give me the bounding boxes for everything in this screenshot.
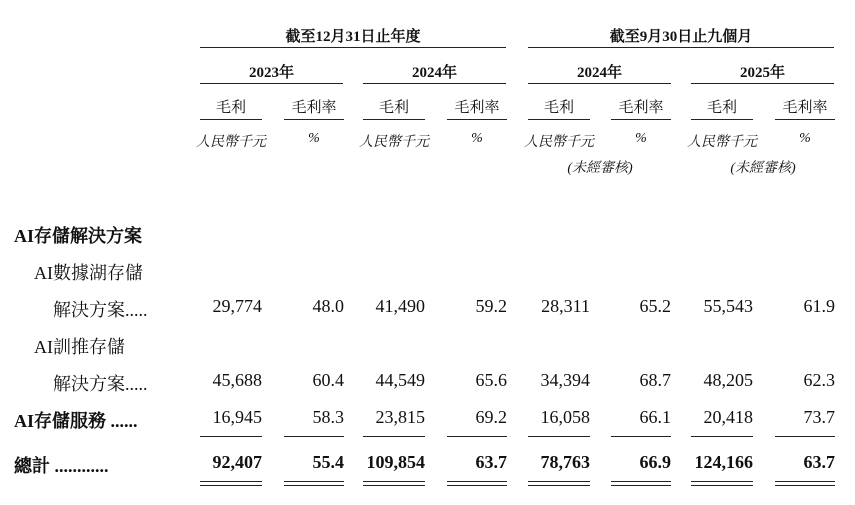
cell-datalake-gp-2025-9m: 55,543 [703,296,753,316]
col-gross-margin-3: 毛利率 [618,100,664,116]
unaudited-note-2: (未經審核) [730,161,796,176]
cell-total-gp-2025-9m: 124,166 [694,452,753,472]
cell-services-gm-2023: 58.3 [312,407,344,427]
total-topline-8 [775,436,835,437]
sub-underline-1 [200,119,262,120]
cell-services-gm-2025-9m: 73.7 [803,407,835,427]
total-topline-2 [284,436,344,437]
cell-total-gm-2024-9m: 66.9 [639,452,671,472]
sub-underline-3 [363,119,425,120]
row-label-datalake-2: 解決方案..... [53,300,148,320]
row-label-datalake-1: AI數據湖存儲 [34,263,143,283]
total-doubleline-7 [691,481,753,486]
total-doubleline-1 [200,481,262,486]
sub-underline-2 [284,119,344,120]
cell-total-gm-2024: 63.7 [475,452,507,472]
total-topline-1 [200,436,262,437]
unit-pct-3: % [635,131,647,146]
unit-rmb-1: 人民幣千元 [196,135,266,150]
cell-training-gp-2025-9m: 48,205 [703,370,753,390]
cell-datalake-gm-2023: 48.0 [312,296,344,316]
unit-rmb-4: 人民幣千元 [687,135,757,150]
cell-datalake-gp-2024: 41,490 [375,296,425,316]
year-2024-b: 2024年 [576,65,622,81]
row-label-services: AI存儲服務 ...... [14,411,138,431]
total-doubleline-2 [284,481,344,486]
col-gross-margin-2: 毛利率 [454,100,500,116]
unit-rmb-3: 人民幣千元 [524,135,594,150]
row-label-total: 總計 ............ [14,456,109,476]
unit-pct-1: % [308,131,320,146]
cell-datalake-gm-2024-9m: 65.2 [639,296,671,316]
year-2024-b-underline [528,83,671,84]
total-topline-6 [611,436,671,437]
section-ai-storage-solutions: AI存儲解決方案 [14,226,143,246]
cell-total-gp-2024-9m: 78,763 [540,452,590,472]
row-label-training-2: 解決方案..... [53,374,148,394]
cell-services-gm-2024: 69.2 [475,407,507,427]
cell-training-gm-2025-9m: 62.3 [803,370,835,390]
header-group1-underline [200,47,506,48]
row-label-training-1: AI訓推存儲 [34,337,125,357]
unit-rmb-2: 人民幣千元 [359,135,429,150]
cell-total-gp-2023: 92,407 [212,452,262,472]
year-2025-underline [691,83,834,84]
cell-services-gp-2025-9m: 20,418 [703,407,753,427]
year-2024-a-underline [363,83,506,84]
total-topline-3 [363,436,425,437]
cell-training-gp-2024: 44,549 [375,370,425,390]
cell-training-gm-2024: 65.6 [475,370,507,390]
cell-total-gm-2023: 55.4 [312,452,344,472]
header-group-year-ended: 截至12月31日止年度 [285,29,421,45]
cell-services-gp-2024: 23,815 [375,407,425,427]
cell-total-gm-2025-9m: 63.7 [803,452,835,472]
total-doubleline-4 [447,481,507,486]
year-2024-a: 2024年 [411,65,457,81]
total-doubleline-6 [611,481,671,486]
col-gross-margin-4: 毛利率 [782,100,828,116]
header-group2-underline [528,47,834,48]
year-2025: 2025年 [739,65,785,81]
sub-underline-5 [528,119,590,120]
total-topline-4 [447,436,507,437]
year-2023: 2023年 [248,65,294,81]
total-topline-5 [528,436,590,437]
unit-pct-2: % [471,131,483,146]
sub-underline-8 [775,119,835,120]
cell-datalake-gp-2023: 29,774 [212,296,262,316]
header-group-nine-months: 截至9月30日止九個月 [609,29,753,45]
cell-datalake-gp-2024-9m: 28,311 [541,296,590,316]
cell-total-gp-2024: 109,854 [366,452,425,472]
unaudited-note-1: (未經審核) [567,161,633,176]
cell-training-gp-2024-9m: 34,394 [540,370,590,390]
total-doubleline-5 [528,481,590,486]
total-topline-7 [691,436,753,437]
total-doubleline-8 [775,481,835,486]
cell-services-gm-2024-9m: 66.1 [639,407,671,427]
cell-training-gm-2024-9m: 68.7 [639,370,671,390]
cell-training-gm-2023: 60.4 [312,370,344,390]
total-doubleline-3 [363,481,425,486]
col-gross-profit-1: 毛利 [215,100,246,116]
cell-services-gp-2024-9m: 16,058 [540,407,590,427]
unit-pct-4: % [799,131,811,146]
year-2023-underline [200,83,343,84]
col-gross-profit-4: 毛利 [706,100,737,116]
sub-underline-7 [691,119,753,120]
cell-training-gp-2023: 45,688 [212,370,262,390]
col-gross-profit-2: 毛利 [378,100,409,116]
sub-underline-4 [447,119,507,120]
col-gross-margin-1: 毛利率 [291,100,337,116]
sub-underline-6 [611,119,671,120]
col-gross-profit-3: 毛利 [543,100,574,116]
cell-datalake-gm-2024: 59.2 [475,296,507,316]
cell-datalake-gm-2025-9m: 61.9 [803,296,835,316]
cell-services-gp-2023: 16,945 [212,407,262,427]
